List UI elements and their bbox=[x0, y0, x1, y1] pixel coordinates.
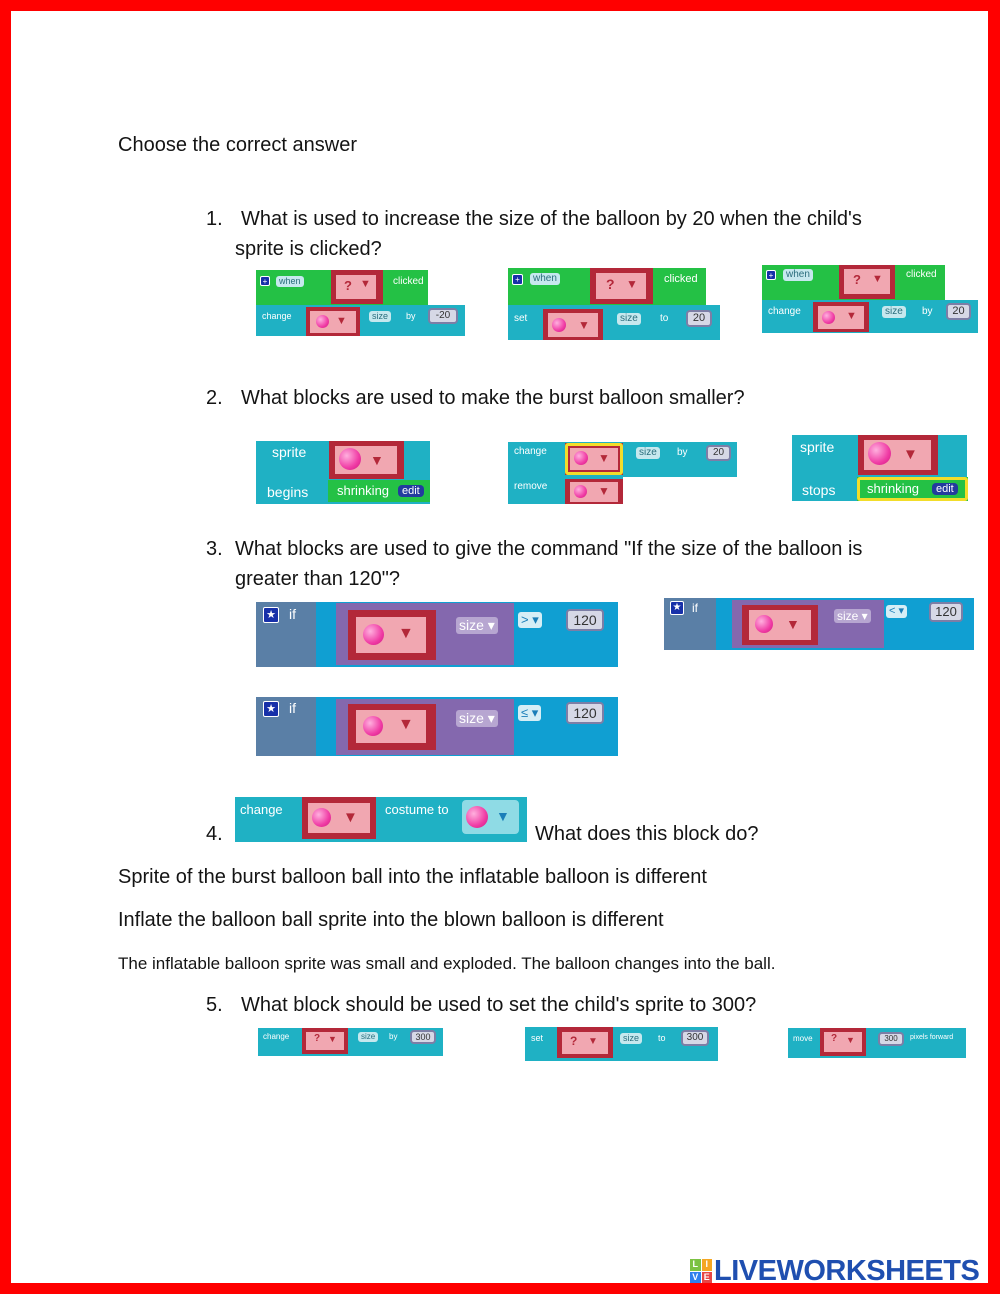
dropdown-arrow-icon: ▼ bbox=[328, 1034, 337, 1044]
q4-answer-a[interactable]: Sprite of the burst balloon ball into the inflatable balloon is different bbox=[118, 866, 707, 888]
question-1-number: 1. bbox=[206, 208, 223, 230]
balloon-icon bbox=[316, 315, 329, 328]
logo-text: LIVEWORKSHEETS bbox=[714, 1254, 980, 1287]
star-icon: ★ bbox=[263, 701, 279, 717]
dropdown-arrow-icon: ▼ bbox=[398, 625, 414, 642]
if-label: if bbox=[289, 606, 296, 622]
balloon-icon bbox=[755, 615, 773, 633]
balloon-icon bbox=[363, 624, 384, 645]
value-input: 120 bbox=[566, 702, 604, 724]
question-sprite-icon: ? bbox=[314, 1033, 321, 1044]
logo-mark-icon: L I V E bbox=[690, 1259, 712, 1283]
action-label: change bbox=[263, 1032, 290, 1041]
instruction-text: Choose the correct answer bbox=[118, 134, 358, 156]
property-dropdown: size bbox=[620, 1033, 642, 1044]
dropdown-arrow-icon: ▼ bbox=[598, 484, 610, 498]
dropdown-arrow-icon: ▼ bbox=[370, 452, 384, 468]
operator-label: by bbox=[922, 306, 933, 317]
move-block bbox=[788, 1028, 966, 1058]
sprite-thumb bbox=[562, 1032, 608, 1054]
action-label: change bbox=[514, 446, 547, 457]
if-label: if bbox=[289, 700, 296, 716]
value-input: 300 bbox=[681, 1030, 709, 1046]
balloon-icon bbox=[822, 311, 835, 324]
action-label: change bbox=[240, 802, 283, 817]
begins-label: begins bbox=[267, 484, 309, 500]
balloon-icon bbox=[552, 318, 566, 332]
event-dropdown: when bbox=[530, 273, 560, 285]
value-input: 120 bbox=[566, 609, 604, 631]
stops-label: stops bbox=[802, 482, 836, 498]
action-label: set bbox=[514, 313, 528, 324]
balloon-icon bbox=[466, 806, 488, 828]
event-dropdown: when bbox=[783, 269, 813, 281]
property-dropdown: size bbox=[636, 447, 660, 459]
event-tail: clicked bbox=[906, 269, 937, 280]
dropdown-arrow-icon: ▼ bbox=[786, 616, 800, 632]
property-dropdown: size ▾ bbox=[456, 710, 498, 727]
value-input: 20 bbox=[686, 310, 712, 327]
shrinking-label: shrinking bbox=[867, 481, 920, 496]
dropdown-arrow-icon: ▼ bbox=[846, 310, 857, 322]
value-input: 300 bbox=[878, 1032, 904, 1046]
question-sprite-icon: ? bbox=[831, 1033, 838, 1044]
action-label: change bbox=[768, 306, 801, 317]
event-dropdown: when bbox=[276, 276, 304, 287]
operator-label: by bbox=[406, 311, 416, 321]
question-2-text: What blocks are used to make the burst balloon smaller? bbox=[241, 387, 745, 409]
question-sprite-icon: ? bbox=[344, 278, 352, 293]
costume-label: costume to bbox=[385, 802, 449, 817]
plus-icon: + bbox=[260, 276, 270, 286]
question-sprite-icon: ? bbox=[853, 272, 861, 287]
sprite-thumb bbox=[844, 269, 890, 294]
dropdown-arrow-icon: ▼ bbox=[626, 277, 638, 291]
balloon-icon bbox=[312, 808, 331, 827]
question-4-number: 4. bbox=[206, 823, 223, 845]
property-dropdown: size bbox=[882, 306, 906, 318]
value-input: 300 bbox=[410, 1030, 436, 1044]
balloon-icon bbox=[574, 451, 588, 465]
value-input: 20 bbox=[946, 303, 971, 320]
event-tail: clicked bbox=[393, 276, 424, 287]
action-label: move bbox=[793, 1034, 813, 1043]
dropdown-arrow-icon: ▼ bbox=[903, 446, 918, 463]
edit-button: edit bbox=[398, 485, 424, 497]
property-dropdown: size bbox=[369, 311, 391, 322]
sprite-thumb bbox=[824, 1032, 862, 1052]
sprite-label: sprite bbox=[800, 439, 835, 455]
q4-answer-c[interactable]: The inflatable balloon sprite was small and exploded. The balloon changes into the ball. bbox=[118, 954, 776, 973]
shrinking-label: shrinking bbox=[337, 483, 390, 498]
balloon-icon bbox=[339, 448, 361, 470]
dropdown-arrow-icon: ▼ bbox=[343, 809, 358, 826]
value-input: 20 bbox=[706, 445, 731, 461]
operator-label: to bbox=[660, 313, 669, 324]
balloon-icon bbox=[574, 485, 587, 498]
question-2-number: 2. bbox=[206, 387, 223, 409]
question-1-text-line1: What is used to increase the size of the balloon by 20 when the child's bbox=[241, 208, 862, 230]
sprite-thumb bbox=[596, 273, 646, 299]
question-5-number: 5. bbox=[206, 994, 223, 1016]
operator-label: by bbox=[677, 447, 688, 458]
property-dropdown: size bbox=[617, 313, 641, 325]
question-1-text-line2: sprite is clicked? bbox=[235, 238, 382, 260]
remove-label: remove bbox=[514, 481, 548, 492]
question-3-text-line2: greater than 120"? bbox=[235, 568, 400, 590]
question-5-text: What block should be used to set the child's sprite to 300? bbox=[241, 994, 757, 1016]
value-input: 120 bbox=[929, 602, 963, 622]
question-sprite-icon: ? bbox=[570, 1034, 578, 1048]
question-3-text-line1: What blocks are used to give the command "If the size of the balloon is bbox=[235, 538, 863, 560]
star-icon: ★ bbox=[263, 607, 279, 623]
dropdown-arrow-icon: ▼ bbox=[578, 318, 590, 332]
plus-icon: + bbox=[512, 274, 523, 285]
property-dropdown: size ▾ bbox=[834, 609, 871, 623]
sprite-label: sprite bbox=[272, 444, 307, 460]
star-icon: ★ bbox=[670, 601, 684, 615]
balloon-icon bbox=[868, 442, 891, 465]
compare-dropdown: < ▾ bbox=[886, 605, 907, 618]
action-label: change bbox=[262, 311, 292, 321]
dropdown-arrow-icon: ▼ bbox=[872, 273, 883, 285]
operator-label: to bbox=[658, 1033, 666, 1043]
dropdown-arrow-icon: ▼ bbox=[496, 808, 510, 824]
plus-icon: + bbox=[766, 270, 776, 280]
property-dropdown: size ▾ bbox=[456, 617, 498, 634]
question-4-text: What does this block do? bbox=[535, 823, 759, 845]
question-3-number: 3. bbox=[206, 538, 223, 560]
q4-answer-b[interactable]: Inflate the balloon ball sprite into the blown balloon is different bbox=[118, 909, 664, 931]
liveworksheets-logo bbox=[690, 1254, 979, 1288]
question-sprite-icon: ? bbox=[606, 276, 615, 292]
value-input: -20 bbox=[428, 308, 458, 324]
move-tail-label: pixels forward bbox=[910, 1034, 954, 1041]
dropdown-arrow-icon: ▼ bbox=[336, 315, 347, 327]
compare-dropdown: > ▾ bbox=[518, 612, 542, 628]
if-label: if bbox=[692, 601, 698, 615]
operator-label: by bbox=[389, 1032, 398, 1041]
dropdown-arrow-icon: ▼ bbox=[360, 278, 371, 290]
event-tail: clicked bbox=[664, 273, 698, 285]
compare-dropdown: ≤ ▾ bbox=[518, 705, 541, 721]
dropdown-arrow-icon: ▼ bbox=[588, 1036, 598, 1047]
action-label: set bbox=[531, 1033, 544, 1043]
dropdown-arrow-icon: ▼ bbox=[598, 451, 610, 465]
sprite-thumb bbox=[306, 1032, 344, 1050]
property-dropdown: size bbox=[358, 1032, 378, 1042]
dropdown-arrow-icon: ▼ bbox=[398, 716, 414, 733]
edit-button: edit bbox=[932, 483, 958, 495]
balloon-icon bbox=[363, 716, 383, 736]
dropdown-arrow-icon: ▼ bbox=[846, 1035, 855, 1045]
